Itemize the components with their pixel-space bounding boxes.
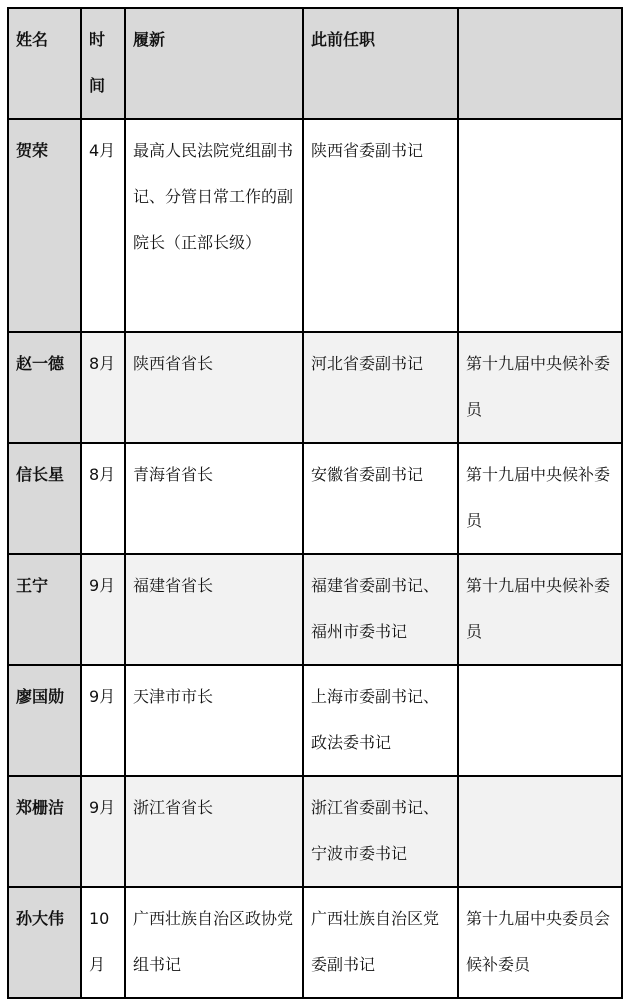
cell-name: 赵一德 (8, 332, 81, 443)
cell-career: 陕西省省长 (125, 332, 303, 443)
header-previous: 此前任职 (303, 8, 458, 119)
cell-previous: 河北省委副书记 (303, 332, 458, 443)
cell-extra: 第十九届中央委员会候补委员 (458, 887, 622, 998)
cell-previous: 福建省委副书记、福州市委书记 (303, 554, 458, 665)
cell-extra (458, 665, 622, 776)
cell-career: 福建省省长 (125, 554, 303, 665)
cell-extra (458, 776, 622, 887)
cell-time: 9月 (81, 554, 125, 665)
header-name: 姓名 (8, 8, 81, 119)
cell-previous: 广西壮族自治区党委副书记 (303, 887, 458, 998)
table-row (8, 776, 622, 887)
cell-time: 8月 (81, 443, 125, 554)
cell-previous: 浙江省委副书记、宁波市委书记 (303, 776, 458, 887)
cell-time: 4月 (81, 119, 125, 332)
table-row (8, 665, 622, 776)
table-row (8, 554, 622, 665)
cell-time: 9月 (81, 665, 125, 776)
cell-previous: 上海市委副书记、政法委书记 (303, 665, 458, 776)
cell-career: 最高人民法院党组副书记、分管日常工作的副院长（正部长级） (125, 119, 303, 332)
appointments-table (7, 7, 623, 999)
cell-name: 王宁 (8, 554, 81, 665)
cell-extra: 第十九届中央候补委员 (458, 554, 622, 665)
cell-previous: 安徽省委副书记 (303, 443, 458, 554)
cell-career: 天津市市长 (125, 665, 303, 776)
header-career: 履新 (125, 8, 303, 119)
cell-career: 广西壮族自治区政协党组书记 (125, 887, 303, 998)
cell-extra: 第十九届中央候补委员 (458, 332, 622, 443)
table-row (8, 887, 622, 998)
cell-name: 郑栅洁 (8, 776, 81, 887)
cell-time: 10月 (81, 887, 125, 998)
cell-extra: 第十九届中央候补委员 (458, 443, 622, 554)
cell-name: 孙大伟 (8, 887, 81, 998)
cell-time: 8月 (81, 332, 125, 443)
cell-career: 青海省省长 (125, 443, 303, 554)
cell-name: 信长星 (8, 443, 81, 554)
header-row (8, 8, 622, 119)
header-extra (458, 8, 622, 119)
cell-career: 浙江省省长 (125, 776, 303, 887)
cell-time: 9月 (81, 776, 125, 887)
table-row (8, 332, 622, 443)
cell-extra (458, 119, 622, 332)
cell-name: 廖国勋 (8, 665, 81, 776)
table-row (8, 119, 622, 332)
header-time: 时间 (81, 8, 125, 119)
cell-previous: 陕西省委副书记 (303, 119, 458, 332)
table-row (8, 443, 622, 554)
cell-name: 贺荣 (8, 119, 81, 332)
